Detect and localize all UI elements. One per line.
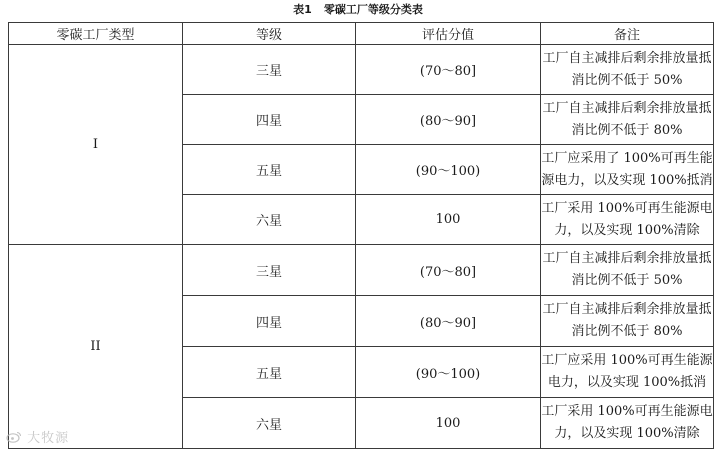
note-cell: 工厂采用 100%可再生能源电力，以及实现 100%清除 [541,195,714,245]
score-cell: (70～80] [356,245,541,296]
table-row [9,45,714,95]
header-score: 评估分值 [356,23,541,45]
score-cell: 100 [356,195,541,245]
table-title: 零碳工厂等级分类表 [323,3,423,16]
score-cell: 100 [356,398,541,449]
note-cell: 工厂自主减排后剩余排放量抵消比例不低于 50% [541,245,714,296]
note-cell: 工厂自主减排后剩余排放量抵消比例不低于 80% [541,296,714,347]
score-cell: (80～90] [356,95,541,145]
note-cell: 工厂应采用了 100%可再生能源电力，以及实现 100%抵消 [541,145,714,195]
header-note: 备注 [541,23,714,45]
score-cell: (90～100) [356,145,541,195]
header-grade: 等级 [183,23,356,45]
table-row [9,245,714,296]
grade-cell: 四星 [183,296,356,347]
score-cell: (80～90] [356,296,541,347]
grade-cell: 六星 [183,195,356,245]
type-cell-2: II [9,245,183,449]
table-caption [0,3,716,17]
score-cell: (70～80] [356,45,541,95]
table-number: 表1 [293,3,312,16]
header-row [9,23,714,45]
score-cell: (90～100) [356,347,541,398]
weibo-icon [6,431,22,443]
note-cell: 工厂自主减排后剩余排放量抵消比例不低于 50% [541,45,714,95]
grade-cell: 五星 [183,347,356,398]
grade-cell: 六星 [183,398,356,449]
note-cell: 工厂应采用 100%可再生能源电力，以及实现 100%抵消 [541,347,714,398]
grade-cell: 三星 [183,245,356,296]
watermark [6,427,69,446]
watermark-text: 大牧源 [27,431,70,446]
header-type: 零碳工厂类型 [9,23,183,45]
grade-cell: 四星 [183,95,356,145]
type-cell-1: I [9,45,183,245]
grade-cell: 五星 [183,145,356,195]
note-cell: 工厂采用 100%可再生能源电力，以及实现 100%清除 [541,398,714,449]
note-cell: 工厂自主减排后剩余排放量抵消比例不低于 80% [541,95,714,145]
zero-carbon-grade-table [8,22,714,449]
grade-cell: 三星 [183,45,356,95]
